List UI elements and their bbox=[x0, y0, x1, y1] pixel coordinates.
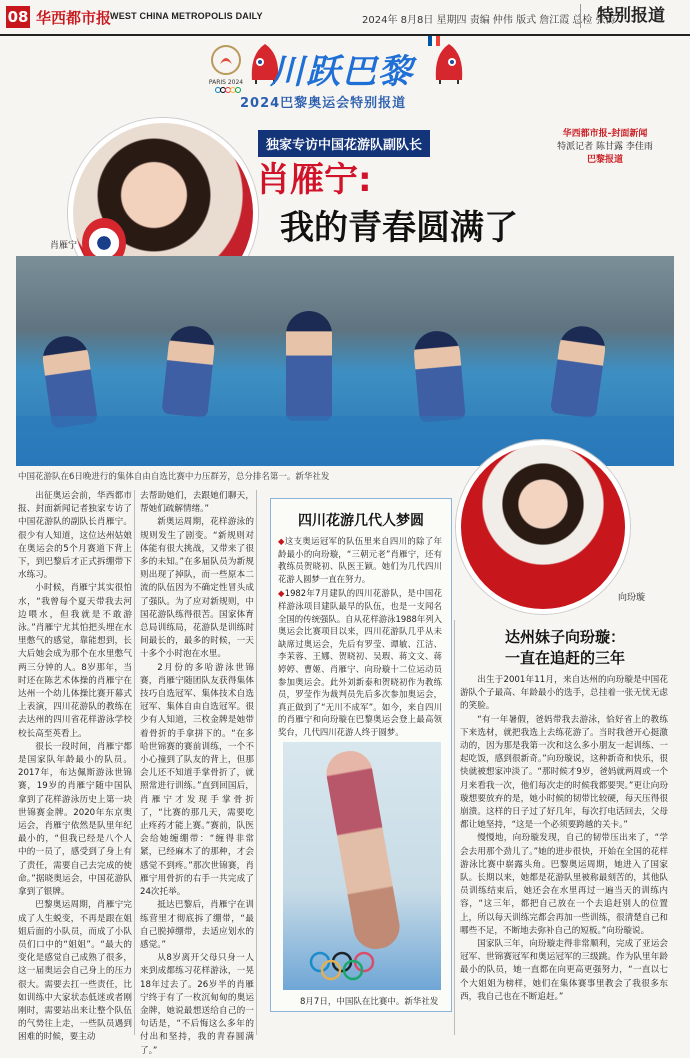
sidebar-article-body bbox=[460, 674, 668, 1034]
paragraph: 国家队三年，向玢璇走得非常顺利，完成了亚运会冠军、世锦赛冠军和奥运冠军的三级跳。作为队里年龄最小的队员，她一直都在向更高更强努力，“一直以七个大姐姐为榜样，她们在集体赛事里教会了我很多东西，我自己也在不断追赶。” bbox=[460, 939, 668, 1002]
paragraph: 这支奥运冠军的队伍里来自四川的除了年龄最小的向玢璇，“三朝元老”肖雁宁，还有教练员贺晓初、队医王颖。她们为几代四川花游人圆梦一直在努力。 bbox=[278, 536, 442, 584]
swimmer-figure bbox=[161, 324, 216, 418]
portrait-caption-2: 向玢璇 bbox=[618, 593, 646, 603]
headline-name: 肖雁宁: bbox=[256, 160, 372, 200]
bullet-icon: ◆ bbox=[278, 536, 285, 546]
paper-name: 华西都市报 bbox=[36, 9, 112, 27]
byline-dateline: 巴黎报道 bbox=[586, 155, 623, 165]
article-column-1 bbox=[18, 490, 132, 1043]
sidebar-headline-2: 一直在追赶的三年 bbox=[504, 649, 625, 667]
swimmer-figure bbox=[40, 333, 98, 429]
info-box-text bbox=[278, 535, 442, 737]
swimmer-figure bbox=[550, 323, 608, 419]
xiang-binxuan-portrait bbox=[456, 440, 630, 614]
paragraph: 抵达巴黎后，肖雁宁在训练营里才彻底拆了绷带，“最自己脱掉绷带，去适应划水的感觉。” bbox=[140, 900, 254, 950]
phryge-mascot-icon bbox=[432, 40, 466, 84]
main-photo-caption: 中国花游队在6日晚进行的集体自由自选比赛中力压群芳，总分排名第一。新华社发 bbox=[18, 472, 330, 482]
paragraph: 出征奥运会前，华西都市报、封面新闻记者独家专访了中国花游队的副队长肖雁宁。很少有人知道，这位达州姑娘在奥运会的5个月赛道下背上下，到巴黎后才正式拆绷带下水练习。 bbox=[18, 491, 132, 581]
article-kicker: 独家专访中国花游队副队长 bbox=[258, 130, 430, 157]
paragraph: 新奥运周期，花样游泳的规则发生了剧变。“新规则对体能有很大挑战，又带来了很多的未知。”在多届队员为新规则出现了掉队，而一些原本二流的队伍因为不确定性冒头成了强队。为了应对新规则，中国花游队练得很苦。国家体育总局训练局，花游队是训练时间最长的，最多的时候，一天十多个小时泡在水里。 bbox=[140, 517, 254, 660]
headline-quote: 我的青春圆满了 bbox=[280, 208, 518, 248]
paragraph: 2月份的多哈游泳世锦赛，肖雁宁随团队友获得集体技巧自选冠军、集体技术自选冠军、集体自由自选冠军。很少有人知道，三枚金牌是她带着骨折的手拿拼下的。“在多哈世锦赛的赛前训练，一个不小心撞到了队友的背上，但那会儿还不知道手掌骨折了，就照常进行训练。”直到回国后，肖雁宁才发现手掌骨折了，“比赛的那几天，需要吃止疼药才能上赛。”赛前，队医会给她缠绷带：“缠得非常紧，已经麻木了的那种，才会感觉不到疼。”那次世锦赛，肖雁宁用骨折的右手一共完成了24次托举。 bbox=[140, 662, 254, 898]
bullet-icon: ◆ bbox=[278, 588, 285, 599]
portrait-caption: 肖雁宁 bbox=[50, 241, 78, 251]
paragraph: 去帮助她们，去跟她们聊天，帮她们疏解情绪。” bbox=[140, 491, 254, 515]
byline-outlet: 华西都市报-封面新闻 bbox=[562, 129, 648, 139]
banner-title: 川跃巴黎 bbox=[270, 52, 414, 92]
paragraph: 巴黎奥运周期，肖雁宁完成了人生蜕变，不再是跟在姐姐后面的小队员，而成了小队员们口中的“姐姐”。“最大的变化是感觉自己成熟了很多，这一届奥运会自己身上的压力很大。需要去扛一些责任，比如训练中大家状态低迷或者刚刚时，需要站出来让整个队伍的气势往上走，一些队员遇到困难的时候，要主动 bbox=[18, 900, 132, 1043]
column-divider bbox=[454, 620, 455, 1035]
banner-subtitle: 2024巴黎奥运会特别报道 bbox=[240, 96, 407, 111]
french-flag-icon bbox=[428, 36, 440, 46]
paragraph: 1982年7月建队的四川花游队，是中国花样游泳项目建队最早的队伍，也是一支闻名全国的传统强队。自从花样游泳1988年列入奥运会比赛项目以来，四川花游队几乎从未缺席过奥运会，先后有罗莹、谭敏、江洁、李茉蓉、王娜、贺晓初、吴瑕、蒋文文、蒋婷婷、曹姬、肖雁宁、向玢璇十二位运动员参加奥运会。此外刘新泰和贺晓初作为教练员，罗莹作为裁判员先后多次参加奥运会，真正做到了“无川不成军”。如今，来自四川的肖雁宁和向玢璇在巴黎奥运会登上最高领奖台，几代四川花游人终于圆梦。 bbox=[278, 588, 442, 737]
issue-info: 2024年 8月8日 星期四 责编 仲伟 版式 詹江霞 总检 张涛 bbox=[362, 15, 616, 26]
column-divider bbox=[134, 490, 135, 1035]
paragraph: 慢慢地，向玢璇发现，自己的韧带压出来了，“学会去用那个劲儿了。”她的进步很快，开始在全国的花样游泳比赛中崭露头角。巴黎奥运周期，她进入了国家队。长期以来，她都是花游队里被称最刻苦的，其他队员训练结束后，她还会在水里再过一遍当天的训练内容，“这三年，都把自己放在一个去追赶别人的位置上，所以每天训练完都会再加一些训练，很清楚自己和哪些不足，不断地去弥补自己的短板。”向玢璇说。 bbox=[460, 833, 668, 936]
page-number: 08 bbox=[7, 8, 29, 26]
swimmer-figure bbox=[286, 311, 332, 421]
paragraph: 出生于2001年11月，来自达州的向玢璇是中国花游队个子最高、年龄最小的选手，总挂着一张无忧无虑的笑脸。 bbox=[460, 675, 668, 712]
paper-name-en: WEST CHINA METROPOLIS DAILY bbox=[110, 11, 263, 21]
paragraph: 小时候，肖雁宁其实很怕水，“我曾每个夏天带我去河边喂水，但我就是不敢游泳。”肖雁宁尤其怕把头埋在水里憋气的感觉，靠能想到，长大后她会成为那个在水里憋气两三分钟的人。8岁那年，当时还在陈艺术体操的肖雁宁在达州一个幼儿体操比赛开幕式上表演，四川花游队的教练在去达州的四川省花样游泳学校校长高至英看上。 bbox=[18, 583, 132, 739]
column-divider bbox=[256, 490, 257, 1035]
byline-reporters: 特派记者 陈甘露 李佳雨 bbox=[557, 142, 653, 152]
paragraph: “有一年暑假，爸妈带我去游泳，恰好省上的教练下来选材，就把我选上去练花游了。当时我爸开心挺激动的，因为那是我第一次和这么多小朋友一起训练、一起吃饭，感到很新奇。”向玢璇说，这种新奇和快乐，很快就被想家冲淡了。“那时候才9岁，爸妈就两周或一个月来看我一次，他们每次走的时候我都要哭。”更让向玢璇想要放弃的是，她小时候的韧带比较硬，每天压得很崩溃。这样的日子过了好几年，每次打电话回去，父母都让她坚持，“这是一个必须要跨越的关卡。” bbox=[460, 714, 668, 831]
swimmer-figure bbox=[412, 329, 466, 423]
logo-text: PARIS 2024 bbox=[208, 79, 244, 86]
paragraph: 从8岁离开父母只身一人来到成都练习花样游泳，一晃18年过去了。26岁半的肖雁宁终于有了一枚沉甸甸的奥运金牌，她说最想送给自己的一句话是，“不后悔这么多年的付出和坚持，我的青春圆满了。” bbox=[140, 953, 254, 1056]
article-column-2 bbox=[140, 490, 254, 1056]
section-title: 特别报道 bbox=[580, 4, 681, 28]
paragraph: 很长一段时间，肖雁宁都是国家队年龄最小的队员。2017年，布达佩斯游泳世锦赛，19岁的肖雁宁随中国队拿到了花样游泳历史上第一块世锦赛金牌。2020年东京奥运会，肖雁宁依然是队里年纪最小的，“但我已经是八个人中的一员了，感受到了身上有了责任，需要自己去完成的使命。”据晓奥运会，中国花游队拿到了银牌。 bbox=[18, 741, 132, 898]
info-box-title: 四川花游几代人梦圆 bbox=[298, 513, 424, 529]
small-photo-caption: 8月7日，中国队在比赛中。新华社发 bbox=[300, 997, 439, 1007]
olympic-rings-icon bbox=[300, 950, 420, 980]
sidebar-headline bbox=[470, 627, 660, 669]
paris-2024-logo bbox=[204, 42, 248, 94]
byline bbox=[545, 128, 665, 167]
sidebar-headline-1: 达州妹子向玢璇： bbox=[504, 628, 625, 646]
team-performance-photo bbox=[16, 256, 674, 466]
